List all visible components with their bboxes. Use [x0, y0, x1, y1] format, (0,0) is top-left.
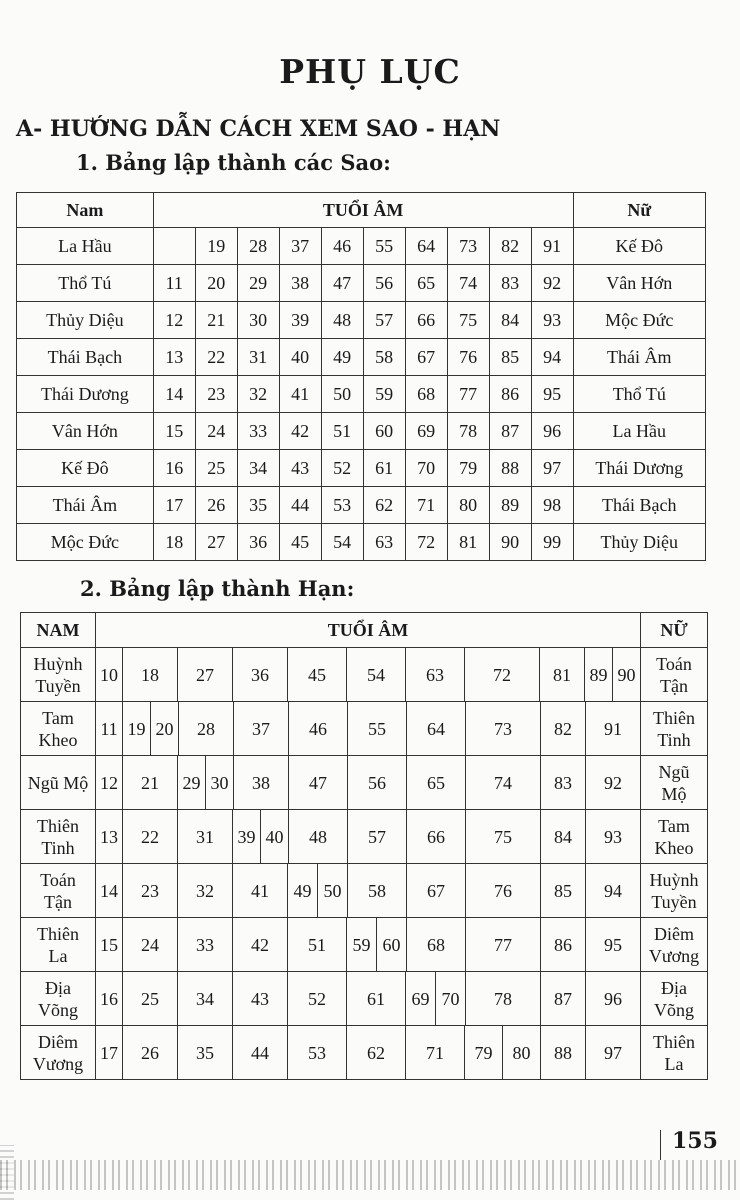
- han-name-female: [641, 810, 708, 864]
- age-cell: 16: [153, 450, 195, 487]
- name-line: Thiên: [653, 1031, 695, 1052]
- star-name-female: Vân Hớn: [573, 265, 705, 302]
- page-title: PHỤ LỤC: [279, 52, 461, 91]
- table-row: [21, 756, 708, 810]
- age-cell: 67: [405, 339, 447, 376]
- age-cell: 29: [237, 265, 279, 302]
- han-table: [20, 612, 708, 1080]
- age-cell: 73: [447, 228, 489, 265]
- age-cell: 33: [178, 918, 233, 971]
- age-cell: 59: [363, 376, 405, 413]
- age-cell: 72: [465, 648, 540, 701]
- age-cell: 52: [321, 450, 363, 487]
- col-header-age: TUỔI ÂM: [153, 193, 573, 228]
- age-cell: 56: [363, 265, 405, 302]
- age-cell: 41: [279, 376, 321, 413]
- table-row: [21, 918, 708, 972]
- star-name-female: Mộc Đức: [573, 302, 705, 339]
- table-row: [17, 524, 706, 561]
- age-cell: 92: [531, 265, 573, 302]
- age-cell: 47: [321, 265, 363, 302]
- age-cell: 14: [100, 880, 118, 901]
- age-cell: 34: [237, 450, 279, 487]
- col-header-nam: NAM: [21, 613, 96, 648]
- age-cell: 33: [237, 413, 279, 450]
- age-cell: 30: [206, 756, 234, 809]
- age-cell: 68: [407, 918, 466, 971]
- age-cell: 95: [586, 918, 641, 971]
- age-cell: 61: [347, 972, 406, 1025]
- age-cell: 51: [321, 413, 363, 450]
- age-cell: 44: [233, 1026, 288, 1079]
- name-line: Vương: [648, 945, 700, 966]
- col-header-nu: Nữ: [573, 193, 705, 228]
- age-cell: 44: [279, 487, 321, 524]
- age-cell: 27: [195, 524, 237, 561]
- star-name-male: La Hầu: [17, 228, 154, 265]
- age-cell: 95: [531, 376, 573, 413]
- age-cell: 31: [237, 339, 279, 376]
- star-name-male: Thủy Diệu: [17, 302, 154, 339]
- age-cell: 21: [195, 302, 237, 339]
- age-cell: 55: [348, 702, 407, 755]
- age-cell: 37: [234, 702, 289, 755]
- age-cell: 82: [541, 702, 586, 755]
- age-cell: 48: [289, 810, 348, 863]
- table-row: [21, 648, 708, 702]
- table1-heading: 1. Bảng lập thành các Sao:: [76, 150, 391, 175]
- age-cell: 24: [123, 918, 178, 971]
- age-cell: 86: [489, 376, 531, 413]
- age-cell: 13: [100, 826, 118, 847]
- age-cell: 94: [531, 339, 573, 376]
- age-cell: 79: [447, 450, 489, 487]
- name-line: Thiên: [653, 707, 695, 728]
- age-cell: 80: [503, 1026, 541, 1079]
- age-cell: 23: [123, 864, 178, 917]
- age-cell: 68: [405, 376, 447, 413]
- han-name-male: [21, 702, 96, 756]
- age-group-cell: [96, 702, 641, 756]
- age-cell: 14: [153, 376, 195, 413]
- age-cell: 45: [288, 648, 347, 701]
- name-line: Võng: [38, 999, 78, 1020]
- age-cell: 85: [541, 864, 586, 917]
- age-cell: 30: [237, 302, 279, 339]
- age-cell: 18: [123, 648, 178, 701]
- han-name-male: [21, 1026, 96, 1080]
- name-line: Tinh: [657, 729, 691, 750]
- age-cell: 24: [195, 413, 237, 450]
- age-cell: 18: [153, 524, 195, 561]
- age-cell: 69: [406, 972, 436, 1025]
- star-name-female: Thủy Diệu: [573, 524, 705, 561]
- col-header-age: TUỔI ÂM: [96, 613, 641, 648]
- age-group-cell: [96, 864, 641, 918]
- age-cell: 85: [489, 339, 531, 376]
- han-name-male: [21, 756, 96, 810]
- star-name-male: Thái Âm: [17, 487, 154, 524]
- table-row: [21, 972, 708, 1026]
- age-cell: 77: [447, 376, 489, 413]
- name-line: Diêm: [654, 923, 694, 944]
- age-cell: 81: [540, 648, 585, 701]
- age-cell: 39: [233, 810, 261, 863]
- age-cell: 78: [447, 413, 489, 450]
- age-cell: 63: [363, 524, 405, 561]
- age-cell: 96: [586, 972, 641, 1025]
- age-cell: 28: [179, 702, 234, 755]
- han-name-male: [21, 918, 96, 972]
- age-cell: 55: [363, 228, 405, 265]
- age-cell: 42: [233, 918, 288, 971]
- name-line: Toán: [656, 653, 692, 674]
- age-cell: 36: [237, 524, 279, 561]
- star-name-female: La Hầu: [573, 413, 705, 450]
- han-name-female: [641, 756, 708, 810]
- age-cell: 58: [348, 864, 407, 917]
- name-line: Ngũ Mộ: [27, 772, 89, 793]
- age-cell: 67: [407, 864, 466, 917]
- age-cell: 45: [279, 524, 321, 561]
- age-cell: 66: [407, 810, 466, 863]
- age-cell: 34: [178, 972, 233, 1025]
- age-cell: 31: [178, 810, 233, 863]
- han-name-male: [21, 864, 96, 918]
- name-line: Ngũ: [658, 761, 690, 782]
- page-number: 155: [672, 1128, 718, 1154]
- age-cell: 63: [406, 648, 465, 701]
- name-line: Tuyền: [35, 675, 81, 696]
- han-name-female: [641, 1026, 708, 1080]
- star-name-female: Thái Âm: [573, 339, 705, 376]
- age-group-cell: [96, 918, 641, 972]
- age-cell: 10: [100, 664, 118, 685]
- name-line: Tận: [660, 675, 688, 696]
- han-name-male: [21, 972, 96, 1026]
- age-cell: 40: [279, 339, 321, 376]
- name-line: Mộ: [661, 783, 687, 804]
- age-cell: 64: [407, 702, 466, 755]
- name-line: Tinh: [41, 837, 75, 858]
- age-cell: 75: [447, 302, 489, 339]
- col-header-nam: Nam: [17, 193, 154, 228]
- age-cell: 74: [447, 265, 489, 302]
- age-cell: 78: [466, 972, 541, 1025]
- age-cell: 71: [405, 487, 447, 524]
- name-line: Huỳnh: [33, 653, 83, 674]
- age-cell: 84: [541, 810, 586, 863]
- age-cell: 19: [195, 228, 237, 265]
- age-cell: 52: [288, 972, 347, 1025]
- age-cell: 70: [405, 450, 447, 487]
- age-cell: 98: [531, 487, 573, 524]
- age-cell: 49: [321, 339, 363, 376]
- age-cell: 88: [541, 1026, 586, 1079]
- age-cell: 20: [151, 702, 179, 755]
- star-name-female: Thái Dương: [573, 450, 705, 487]
- age-cell: 36: [233, 648, 288, 701]
- age-cell: 43: [233, 972, 288, 1025]
- age-cell: 70: [436, 972, 466, 1025]
- age-cell: 25: [195, 450, 237, 487]
- age-cell: 57: [348, 810, 407, 863]
- age-cell: 41: [233, 864, 288, 917]
- name-line: Diêm: [38, 1031, 78, 1052]
- age-cell: 32: [178, 864, 233, 917]
- age-cell: 91: [531, 228, 573, 265]
- age-cell: 64: [405, 228, 447, 265]
- han-name-female: [641, 972, 708, 1026]
- table-row: [17, 450, 706, 487]
- name-line: Tuyền: [651, 891, 697, 912]
- star-name-male: Thái Bạch: [17, 339, 154, 376]
- age-cell: 38: [234, 756, 289, 809]
- age-cell: 54: [347, 648, 406, 701]
- age-cell: 20: [195, 265, 237, 302]
- age-cell: 48: [321, 302, 363, 339]
- age-cell: 26: [123, 1026, 178, 1079]
- age-cell: 40: [261, 810, 289, 863]
- name-line: Thiên: [37, 923, 79, 944]
- age-cell: 73: [466, 702, 541, 755]
- age-cell: 93: [531, 302, 573, 339]
- age-cell: 69: [405, 413, 447, 450]
- age-cell: 87: [489, 413, 531, 450]
- age-cell: 58: [363, 339, 405, 376]
- han-name-female: [641, 918, 708, 972]
- age-cell: 11: [153, 265, 195, 302]
- age-cell: 21: [123, 756, 178, 809]
- age-cell: 61: [363, 450, 405, 487]
- age-cell: 11: [100, 718, 118, 739]
- age-cell: 50: [321, 376, 363, 413]
- age-cell: 97: [586, 1026, 641, 1079]
- star-name-male: Mộc Đức: [17, 524, 154, 561]
- star-name-male: Vân Hớn: [17, 413, 154, 450]
- age-cell: 92: [586, 756, 641, 809]
- age-cell: 39: [279, 302, 321, 339]
- name-line: La: [664, 1053, 684, 1074]
- age-cell: 99: [531, 524, 573, 561]
- age-cell: 26: [195, 487, 237, 524]
- table-row: [17, 339, 706, 376]
- age-cell: 97: [531, 450, 573, 487]
- age-cell: 65: [407, 756, 466, 809]
- age-cell: 53: [288, 1026, 347, 1079]
- age-cell: 43: [279, 450, 321, 487]
- age-cell: 89: [585, 648, 613, 701]
- age-cell: 17: [100, 1042, 118, 1063]
- age-cell: 62: [363, 487, 405, 524]
- table-row: [17, 376, 706, 413]
- age-cell: 76: [447, 339, 489, 376]
- age-cell: 75: [466, 810, 541, 863]
- age-cell: 47: [289, 756, 348, 809]
- table-row: [17, 228, 706, 265]
- name-line: Huỳnh: [649, 869, 699, 890]
- age-cell: 42: [279, 413, 321, 450]
- age-cell: 37: [279, 228, 321, 265]
- age-cell: 65: [405, 265, 447, 302]
- age-cell: 71: [406, 1026, 465, 1079]
- age-cell: 27: [178, 648, 233, 701]
- age-cell: 77: [466, 918, 541, 971]
- age-cell: 86: [541, 918, 586, 971]
- table-row: [17, 265, 706, 302]
- name-line: Địa: [45, 977, 71, 998]
- age-cell: 29: [178, 756, 206, 809]
- name-line: Tam: [42, 707, 74, 728]
- age-group-cell: [96, 810, 641, 864]
- age-cell: 46: [289, 702, 348, 755]
- age-cell: 88: [489, 450, 531, 487]
- han-name-male: [21, 648, 96, 702]
- name-line: Địa: [661, 977, 687, 998]
- age-cell: 16: [100, 988, 118, 1009]
- age-cell: 15: [153, 413, 195, 450]
- age-cell: 12: [100, 772, 118, 793]
- name-line: Kheo: [38, 729, 78, 750]
- table-row: [21, 702, 708, 756]
- age-cell: 50: [318, 864, 348, 917]
- age-group-cell: [96, 1026, 641, 1080]
- age-group-cell: [96, 756, 641, 810]
- age-cell: 74: [466, 756, 541, 809]
- age-cell: 59: [347, 918, 377, 971]
- age-cell: 62: [347, 1026, 406, 1079]
- col-header-nu: NỮ: [641, 613, 708, 648]
- age-cell: 15: [100, 934, 118, 955]
- age-cell: 51: [288, 918, 347, 971]
- age-cell: 49: [288, 864, 318, 917]
- name-line: Tam: [658, 815, 690, 836]
- star-name-female: Kế Đô: [573, 228, 705, 265]
- age-cell: 25: [123, 972, 178, 1025]
- age-cell: 89: [489, 487, 531, 524]
- age-cell: 32: [237, 376, 279, 413]
- age-cell: 56: [348, 756, 407, 809]
- star-name-male: Thổ Tú: [17, 265, 154, 302]
- star-name-female: Thái Bạch: [573, 487, 705, 524]
- sao-table: [16, 192, 706, 561]
- star-name-male: Kế Đô: [17, 450, 154, 487]
- age-cell: 83: [541, 756, 586, 809]
- age-cell: 13: [153, 339, 195, 376]
- table-row: [17, 413, 706, 450]
- age-cell: 57: [363, 302, 405, 339]
- age-cell: 54: [321, 524, 363, 561]
- age-cell: 81: [447, 524, 489, 561]
- age-cell: 66: [405, 302, 447, 339]
- age-cell: 84: [489, 302, 531, 339]
- age-cell: 46: [321, 228, 363, 265]
- table-row: [17, 487, 706, 524]
- han-name-female: [641, 864, 708, 918]
- age-cell: 12: [153, 302, 195, 339]
- age-cell: 76: [466, 864, 541, 917]
- name-line: Vương: [32, 1053, 84, 1074]
- age-cell: 93: [586, 810, 641, 863]
- age-cell: [153, 228, 195, 265]
- name-line: Võng: [654, 999, 694, 1020]
- age-cell: 35: [237, 487, 279, 524]
- age-group-cell: [96, 972, 641, 1026]
- table-row: [21, 864, 708, 918]
- decorative-border-bottom: [0, 1160, 740, 1190]
- age-cell: 72: [405, 524, 447, 561]
- age-cell: 96: [531, 413, 573, 450]
- star-name-male: Thái Dương: [17, 376, 154, 413]
- name-line: Kheo: [654, 837, 694, 858]
- name-line: Toán: [40, 869, 76, 890]
- age-cell: 17: [153, 487, 195, 524]
- age-cell: 22: [195, 339, 237, 376]
- name-line: La: [48, 945, 68, 966]
- age-cell: 35: [178, 1026, 233, 1079]
- age-cell: 60: [377, 918, 407, 971]
- name-line: Thiên: [37, 815, 79, 836]
- age-cell: 22: [123, 810, 178, 863]
- age-cell: 83: [489, 265, 531, 302]
- age-cell: 91: [586, 702, 641, 755]
- age-cell: 28: [237, 228, 279, 265]
- age-cell: 60: [363, 413, 405, 450]
- age-cell: 87: [541, 972, 586, 1025]
- age-cell: 90: [613, 648, 641, 701]
- table-row: [17, 302, 706, 339]
- age-cell: 38: [279, 265, 321, 302]
- age-cell: 82: [489, 228, 531, 265]
- age-cell: 94: [586, 864, 641, 917]
- age-cell: 79: [465, 1026, 503, 1079]
- table-row: [21, 810, 708, 864]
- table2-heading: 2. Bảng lập thành Hạn:: [80, 576, 355, 601]
- name-line: Tận: [44, 891, 72, 912]
- age-cell: 80: [447, 487, 489, 524]
- age-cell: 90: [489, 524, 531, 561]
- age-group-cell: [96, 648, 641, 702]
- han-name-female: [641, 648, 708, 702]
- age-cell: 23: [195, 376, 237, 413]
- table-row: [21, 1026, 708, 1080]
- age-cell: 19: [123, 702, 151, 755]
- age-cell: 53: [321, 487, 363, 524]
- footer-divider: [660, 1130, 661, 1160]
- section-heading: A- HƯỚNG DẪN CÁCH XEM SAO - HẠN: [16, 116, 501, 142]
- star-name-female: Thổ Tú: [573, 376, 705, 413]
- han-name-male: [21, 810, 96, 864]
- han-name-female: [641, 702, 708, 756]
